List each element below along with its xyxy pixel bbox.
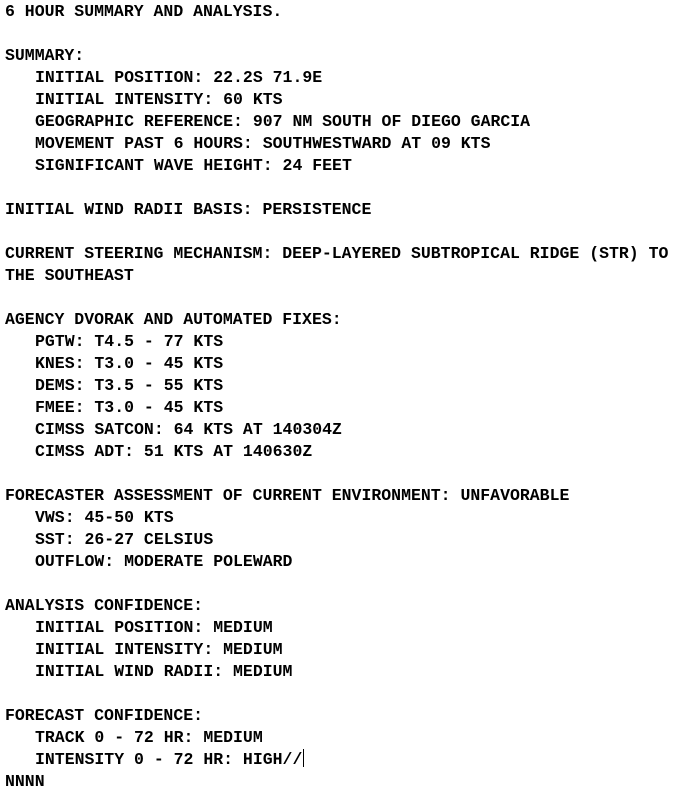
bulletin-end-marker: NNNN <box>5 772 45 791</box>
summary-wave-height: SIGNIFICANT WAVE HEIGHT: 24 FEET <box>35 156 352 175</box>
steering-line-1: CURRENT STEERING MECHANISM: DEEP-LAYERED SUBTROPICAL RIDGE (STR) TO <box>5 244 669 263</box>
summary-geographic-reference: GEOGRAPHIC REFERENCE: 907 NM SOUTH OF DIEGO GARCIA <box>35 112 531 131</box>
analysis-confidence-wind-radii: INITIAL WIND RADII: MEDIUM <box>35 662 293 681</box>
spacer <box>5 573 683 595</box>
spacer <box>5 23 683 45</box>
summary-initial-position: INITIAL POSITION: 22.2S 71.9E <box>35 68 323 87</box>
bulletin-text <box>5 0 683 793</box>
wind-radii-basis: INITIAL WIND RADII BASIS: PERSISTENCE <box>5 200 372 219</box>
environment-sst: SST: 26-27 CELSIUS <box>35 530 214 549</box>
fix-cimss-adt: CIMSS ADT: 51 KTS AT 140630Z <box>35 442 313 461</box>
text-cursor <box>303 749 304 767</box>
spacer <box>5 463 683 485</box>
spacer <box>5 287 683 309</box>
environment-outflow: OUTFLOW: MODERATE POLEWARD <box>35 552 293 571</box>
fix-dems: DEMS: T3.5 - 55 KTS <box>35 376 224 395</box>
spacer <box>5 177 683 199</box>
fix-knes: KNES: T3.0 - 45 KTS <box>35 354 224 373</box>
summary-movement: MOVEMENT PAST 6 HOURS: SOUTHWESTWARD AT 09 KTS <box>35 134 491 153</box>
summary-initial-intensity: INITIAL INTENSITY: 60 KTS <box>35 90 283 109</box>
forecast-confidence-heading: FORECAST CONFIDENCE: <box>5 706 204 725</box>
forecast-confidence-intensity-row <box>5 749 683 771</box>
spacer <box>5 221 683 243</box>
fix-pgtw: PGTW: T4.5 - 77 KTS <box>35 332 224 351</box>
fix-fmee: FMEE: T3.0 - 45 KTS <box>35 398 224 417</box>
summary-heading: SUMMARY: <box>5 46 85 65</box>
environment-vws: VWS: 45-50 KTS <box>35 508 174 527</box>
forecast-confidence-track: TRACK 0 - 72 HR: MEDIUM <box>35 728 263 747</box>
analysis-confidence-position: INITIAL POSITION: MEDIUM <box>35 618 273 637</box>
spacer <box>5 683 683 705</box>
fix-cimss-satcon: CIMSS SATCON: 64 KTS AT 140304Z <box>35 420 342 439</box>
fixes-heading: AGENCY DVORAK AND AUTOMATED FIXES: <box>5 310 342 329</box>
forecast-confidence-intensity: INTENSITY 0 - 72 HR: HIGH// <box>35 750 303 769</box>
environment-heading: FORECASTER ASSESSMENT OF CURRENT ENVIRONMENT: UNFAVORABLE <box>5 486 570 505</box>
analysis-confidence-heading: ANALYSIS CONFIDENCE: <box>5 596 204 615</box>
analysis-confidence-intensity: INITIAL INTENSITY: MEDIUM <box>35 640 283 659</box>
bulletin-title: 6 HOUR SUMMARY AND ANALYSIS. <box>5 2 283 21</box>
steering-line-2: THE SOUTHEAST <box>5 266 134 285</box>
